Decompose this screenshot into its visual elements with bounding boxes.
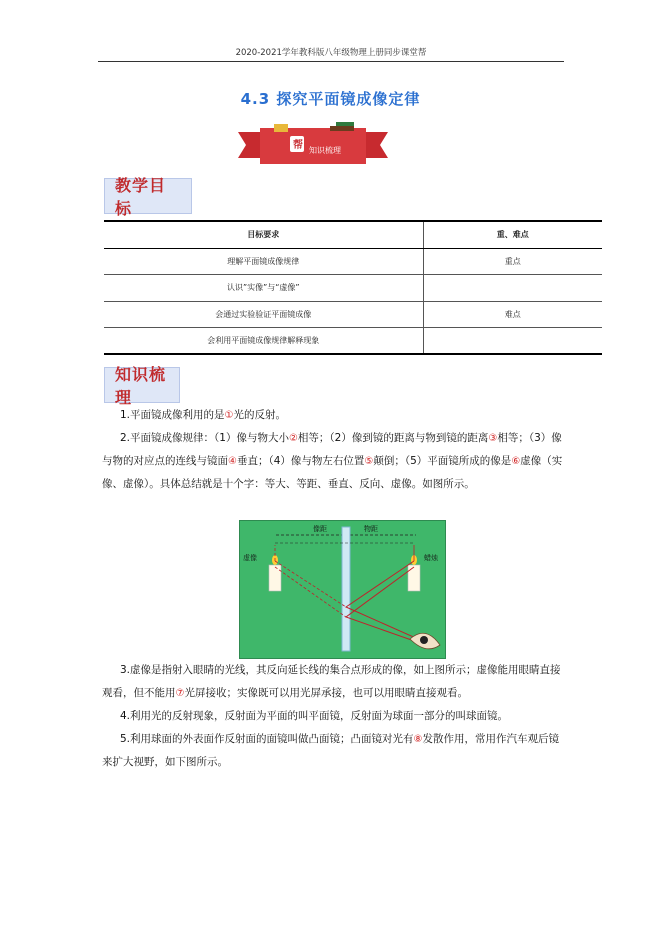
blank-marker: ① — [224, 410, 234, 421]
text: 光的反射。 — [233, 409, 286, 421]
text: 垂直；（4）像与物左右位置 — [236, 455, 365, 467]
banner-badge: 帮 — [293, 140, 303, 151]
paragraph-3 — [102, 659, 564, 705]
table-header-level: 重、难点 — [423, 221, 602, 248]
banner-label: 知识梳理 — [309, 146, 341, 155]
goal-cell: 认识”实像”与“虚像” — [104, 275, 423, 302]
label-image-distance: 像距 — [313, 525, 327, 533]
paragraph-4 — [102, 705, 564, 728]
level-cell: 难点 — [423, 301, 602, 328]
text: 发散作用，常用作汽车观后镜来扩大视野，如下图所示。 — [102, 733, 559, 768]
header-rule — [98, 61, 564, 62]
table-row — [104, 328, 602, 355]
blank-marker: ⑧ — [413, 734, 423, 745]
goal-cell: 会利用平面镜成像规律解释现象 — [104, 328, 423, 355]
running-header: 2020-2021学年教科版八年级物理上册同步课堂帮 — [235, 48, 427, 58]
table-header-row — [104, 221, 602, 248]
page-title: 4.3 探究平面镜成像定律 — [240, 90, 421, 108]
blank-marker: ⑦ — [175, 688, 185, 699]
objectives-table — [104, 220, 602, 355]
paragraph-1 — [102, 404, 564, 427]
blank-marker: ③ — [488, 433, 498, 444]
text: 颠倒；（5）平面镜所成的像是 — [373, 455, 512, 467]
blank-marker: ④ — [228, 456, 237, 467]
label-candle: 蜡烛 — [424, 554, 438, 562]
level-cell: 重点 — [423, 248, 602, 275]
text: 光屏接收；实像既可以用光屏承接，也可以用眼睛直接观看。 — [184, 687, 468, 699]
blank-marker: ⑤ — [364, 456, 374, 467]
text: 4.利用光的反射现象，反射面为平面的叫平面镜，反射面为球面一部分的叫球面镜。 — [120, 710, 509, 722]
text: 3.虚像是指射入眼睛的光线，其反向延长线的集合点形成的像，如上图所示；虚像能用眼睛直接观看，但不能用 — [102, 664, 561, 699]
goal-cell: 会通过实验验证平面镜成像 — [104, 301, 423, 328]
label-virtual-image: 虚像 — [243, 554, 257, 562]
table-row — [104, 301, 602, 328]
text: 5.利用球面的外表面作反射面的面镜叫做凸面镜；凸面镜对光有 — [120, 733, 414, 745]
section-banner — [238, 114, 388, 166]
level-cell — [423, 275, 602, 302]
text: 2.平面镜成像规律：（1）像与物大小 — [120, 432, 289, 444]
level-cell — [423, 328, 602, 355]
text: 相等；（3）像与物的对应点的连线与镜面 — [102, 432, 562, 467]
paragraph-2 — [102, 427, 564, 496]
text: 虚像（实像、虚像）。具体总结就是十个字：等大、等距、垂直、反向、虚像。如图所示。 — [102, 455, 563, 490]
paragraph-5 — [102, 728, 564, 774]
ray-diagram — [240, 521, 447, 660]
table-row — [104, 275, 602, 302]
section-heading-objectives — [104, 176, 192, 218]
section-heading-knowledge — [104, 365, 180, 407]
plane-mirror-diagram — [239, 520, 446, 659]
label-object-distance: 物距 — [364, 525, 378, 533]
text: 相等；（2）像到镜的距离与物到镜的距离 — [297, 432, 489, 444]
section-heading-text: 教学目标 — [115, 176, 167, 218]
mirror — [342, 527, 350, 651]
blank-marker: ⑥ — [511, 456, 521, 467]
text: 1.平面镜成像利用的是 — [120, 409, 225, 421]
table-row — [104, 248, 602, 275]
table-header-goal: 目标要求 — [104, 221, 423, 248]
blank-marker: ② — [288, 433, 298, 444]
ribbon-banner-graphic — [238, 114, 388, 166]
goal-cell: 理解平面镜成像规律 — [104, 248, 423, 275]
section-heading-text: 知识梳理 — [115, 365, 167, 407]
